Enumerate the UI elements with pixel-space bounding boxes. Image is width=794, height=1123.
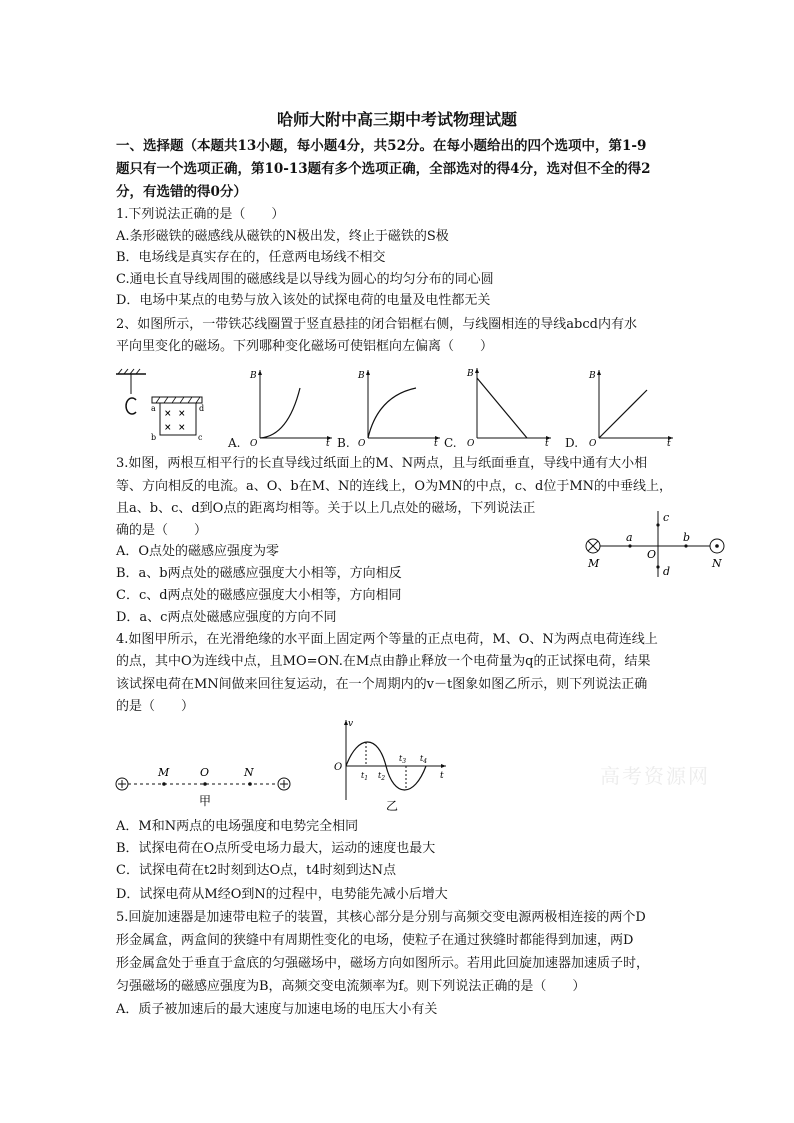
svg-text:t: t [434, 439, 438, 446]
q3-option-a: A．O点处的磁感应强度为零 [116, 544, 280, 559]
q4-label-o: O [200, 766, 210, 779]
watermark: 高考资源网 [600, 764, 710, 788]
q3-option-b: B．a、b两点处的磁感应强度大小相等，方向相反 [116, 566, 402, 581]
q2-corner-a: a [151, 404, 156, 413]
q4-tick-t3: $t_3$ [399, 754, 407, 765]
q3-stem-line-2: 等、方向相反的电流。a、O、b在M、N的连线上，O为MN的中点，c、d位于MN的中垂线上， [116, 479, 673, 494]
q2-option-b-label: B. [337, 436, 350, 450]
svg-text:×: × [178, 423, 186, 433]
q4-caption-jia: 甲 [199, 794, 212, 808]
q5-stem-line-2: 形金属盒，两盒间的狭缝中有周期性变化的电场，使粒子在通过狭缝时都能得到加速，两D [116, 933, 634, 948]
svg-text:O: O [467, 439, 475, 446]
q2-graph-a [248, 366, 338, 446]
q4-stem-line-3: 该试探电荷在MN间做来回往复运动，在一个周期内的v－t图象如图乙所示，则下列说法正确 [116, 677, 648, 692]
q4-stem-line-2: 的点，其中O为连线中点，且MO=ON.在M点由静止释放一个电荷量为q的正试探电荷，结果 [116, 654, 651, 669]
q4-label-n: N [244, 766, 254, 779]
q5-stem-line-4: 匀强磁场的磁感应强度为B，高频交变电流频率为f。则下列说法正确的是（ ） [116, 979, 586, 994]
q2-graph-c [463, 364, 558, 446]
q2-stem-line-2: 平向里变化的磁场。下列哪种变化磁场可使铝框向左偏离（ ） [116, 339, 494, 354]
q4-option-b: B．试探电荷在O点所受电场力最大，运动的速度也最大 [116, 841, 436, 856]
svg-text:O: O [589, 439, 597, 446]
q4-option-c: C．试探电荷在t2时刻到达O点，t4时刻到达N点 [116, 863, 396, 878]
q1-option-c: C.通电长直导线周围的磁感线是以导线为圆心的均匀分布的同心圆 [116, 272, 494, 287]
q4-axis-v: v [348, 719, 354, 729]
q5-option-a: A．质子被加速后的最大速度与加速电场的电压大小有关 [116, 1002, 438, 1017]
q3-option-c: C．c、d两点处的磁感应强度大小相等，方向相同 [116, 588, 402, 603]
q1-option-d: D．电场中某点的电势与放入该处的试探电荷的电量及电性都无关 [116, 293, 491, 308]
q4-stem-line-1: 4.如图甲所示，在光滑绝缘的水平面上固定两个等量的正点电荷，M、O、N为两点电荷连线上 [116, 632, 658, 647]
q2-graph-b [356, 366, 446, 446]
q3-label-a: a [626, 531, 633, 544]
section-header-line-2: 题只有一个选项正确，第10-13题有多个选项正确，全部选对的得4分，选对但不全的得2 [116, 161, 651, 177]
svg-text:t: t [667, 439, 671, 446]
q3-wires-figure [580, 505, 730, 585]
q3-label-n: N [712, 557, 722, 570]
q4-axis-origin: O [334, 762, 343, 773]
q5-stem-line-1: 5.回旋加速器是加速带电粒子的装置，其核心部分是分别与高频交变电源两极相连接的两个D [116, 910, 646, 925]
q2-frame-figure [112, 366, 212, 446]
svg-text:×: × [178, 409, 186, 419]
svg-text:B: B [250, 371, 257, 381]
q4-charges-figure [112, 764, 302, 810]
q5-stem-line-3: 形金属盒处于垂直于盒底的匀强磁场中，磁场方向如图所示。若用此回旋加速器加速质子时， [116, 956, 650, 971]
q3-stem-line-1: 3.如图，两根互相平行的长直导线过纸面上的M、N两点，且与纸面垂直，导线中通有大小相 [116, 456, 648, 471]
svg-text:×: × [164, 423, 172, 433]
q2-option-a-label: A. [228, 436, 241, 450]
svg-text:t: t [545, 439, 549, 446]
q3-label-b: b [683, 531, 691, 544]
q2-graph-d [585, 366, 680, 446]
q3-label-m: M [588, 557, 600, 570]
q3-stem-line-3: 且a、b、c、d到O点的距离均相等。关于以上几点处的磁场，下列说法正 [116, 501, 536, 516]
svg-text:O: O [250, 439, 258, 446]
svg-text:B: B [467, 369, 474, 379]
q3-option-d: D．a、c两点处磁感应强度的方向不同 [116, 610, 337, 625]
svg-text:B: B [358, 371, 365, 381]
svg-text:O: O [358, 439, 366, 446]
q2-corner-d: d [199, 404, 205, 413]
q1-option-b: B．电场线是真实存在的，任意两电场线不相交 [116, 250, 386, 265]
q3-label-o: O [647, 548, 657, 561]
q2-corner-b: b [151, 433, 157, 442]
q4-tick-t4: $t_4$ [420, 754, 428, 765]
q4-option-a: A．M和N两点的电场强度和电势完全相同 [116, 819, 359, 834]
q3-label-c: c [663, 511, 670, 524]
svg-text:B: B [589, 371, 596, 381]
q3-label-d: d [663, 565, 671, 578]
q4-vt-graph [326, 716, 456, 812]
q2-corner-c: c [198, 433, 203, 442]
q2-stem-line-1: 2、如图所示，一带铁芯线圈置于竖直悬挂的闭合铝框右侧，与线圈相连的导线abcd内有水 [116, 317, 637, 332]
section-header-line-3: 分，有选错的得0分） [116, 184, 247, 200]
q4-tick-t2: $t_2$ [378, 771, 386, 782]
svg-text:×: × [164, 409, 172, 419]
q4-caption-yi: 乙 [386, 799, 399, 812]
exam-title: 哈师大附中高三期中考试物理试题 [276, 110, 517, 129]
section-header-line-1: 一、选择题（本题共13小题，每小题4分，共52分。在每小题给出的四个选项中，第1-9 [116, 138, 647, 154]
q1-stem: 1.下列说法正确的是（ ） [116, 207, 285, 222]
q4-option-d: D．试探电荷从M经O到N的过程中，电势能先减小后增大 [116, 887, 448, 902]
svg-text:t: t [326, 439, 330, 446]
q2-option-c-label: C. [444, 436, 457, 450]
q1-option-a: A.条形磁铁的磁感线从磁铁的N极出发，终止于磁铁的S极 [116, 229, 449, 244]
q4-label-m: M [158, 766, 170, 779]
q4-stem-line-4: 的是（ ） [116, 699, 195, 714]
q4-tick-t1: $t_1$ [361, 771, 369, 782]
q4-axis-t: t [440, 771, 444, 781]
q2-option-d-label: D. [565, 436, 579, 450]
q3-stem-line-4: 确的是（ ） [116, 523, 208, 538]
